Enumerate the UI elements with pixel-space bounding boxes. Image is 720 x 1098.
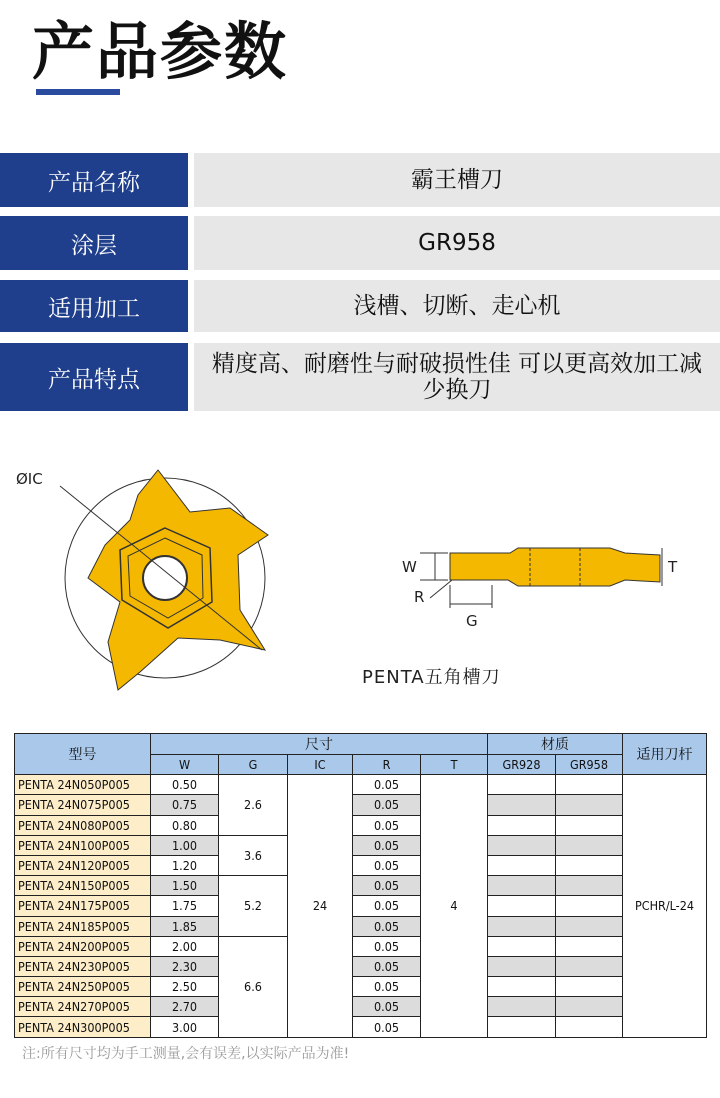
table-row — [15, 855, 707, 875]
model-cell: PENTA 24N200P005 — [15, 936, 151, 956]
model-cell: PENTA 24N270P005 — [15, 997, 151, 1017]
ic-label: ØIC — [16, 470, 43, 488]
table-row — [15, 916, 707, 936]
gr928-cell — [488, 956, 556, 976]
g-cell: 3.6 — [219, 835, 288, 875]
model-cell: PENTA 24N175P005 — [15, 896, 151, 916]
model-cell: PENTA 24N075P005 — [15, 795, 151, 815]
info-row-features — [0, 343, 720, 411]
r-cell: 0.05 — [353, 916, 421, 936]
gr928-cell — [488, 916, 556, 936]
gr928-cell — [488, 1017, 556, 1037]
table-row — [15, 956, 707, 976]
info-label: 适用加工 — [0, 280, 188, 332]
g-cell: 2.6 — [219, 775, 288, 836]
r-cell: 0.05 — [353, 876, 421, 896]
info-row-coating — [0, 216, 720, 270]
header-g: G — [219, 755, 288, 775]
model-cell: PENTA 24N100P005 — [15, 835, 151, 855]
gr958-cell — [556, 916, 623, 936]
info-label: 产品名称 — [0, 153, 188, 207]
header-material: 材质 — [488, 734, 623, 755]
gr928-cell — [488, 896, 556, 916]
r-label: R — [414, 588, 425, 606]
w-cell: 0.80 — [151, 815, 219, 835]
gr928-cell — [488, 815, 556, 835]
w-label: W — [402, 558, 417, 576]
gr958-cell — [556, 977, 623, 997]
t-cell: 4 — [421, 775, 488, 1037]
gr958-cell — [556, 876, 623, 896]
r-cell: 0.05 — [353, 1017, 421, 1037]
gr928-cell — [488, 997, 556, 1017]
model-cell: PENTA 24N120P005 — [15, 855, 151, 875]
info-value: 精度高、耐磨性与耐破损性佳 可以更高效加工减少换刀 — [194, 343, 720, 411]
g-cell: 6.6 — [219, 936, 288, 1037]
gr928-cell — [488, 835, 556, 855]
model-cell: PENTA 24N230P005 — [15, 956, 151, 976]
footnote: 注:所有尺寸均为手工测量,会有误差,以实际产品为准! — [22, 1046, 350, 1062]
gr958-cell — [556, 775, 623, 795]
info-value: GR958 — [194, 216, 720, 270]
diagram-caption: PENTA五角槽刀 — [362, 667, 501, 688]
gr958-cell — [556, 936, 623, 956]
insert-diagram — [0, 440, 720, 710]
table-row — [15, 795, 707, 815]
r-cell: 0.05 — [353, 936, 421, 956]
w-cell: 1.00 — [151, 835, 219, 855]
gr928-cell — [488, 977, 556, 997]
table-row — [15, 936, 707, 956]
gr958-cell — [556, 815, 623, 835]
info-label: 产品特点 — [0, 343, 188, 411]
w-cell: 3.00 — [151, 1017, 219, 1037]
gr958-cell — [556, 896, 623, 916]
page-title: 产品参数 — [32, 15, 289, 88]
model-cell: PENTA 24N250P005 — [15, 977, 151, 997]
header-holder: 适用刀杆 — [623, 734, 707, 775]
table-row — [15, 775, 707, 795]
info-label: 涂层 — [0, 216, 188, 270]
r-cell: 0.05 — [353, 896, 421, 916]
r-cell: 0.05 — [353, 815, 421, 835]
header-ic: IC — [288, 755, 353, 775]
model-cell: PENTA 24N300P005 — [15, 1017, 151, 1037]
info-row-name — [0, 153, 720, 207]
table-row — [15, 835, 707, 855]
table-row — [15, 997, 707, 1017]
gr928-cell — [488, 855, 556, 875]
table-row — [15, 977, 707, 997]
header-w: W — [151, 755, 219, 775]
w-cell: 1.85 — [151, 916, 219, 936]
model-cell: PENTA 24N150P005 — [15, 876, 151, 896]
w-cell: 2.00 — [151, 936, 219, 956]
t-label: T — [668, 558, 678, 576]
info-value: 霸王槽刀 — [194, 153, 720, 207]
gr928-cell — [488, 795, 556, 815]
w-cell: 1.75 — [151, 896, 219, 916]
holder-cell: PCHR/L-24 — [623, 775, 707, 1037]
info-row-application — [0, 280, 720, 332]
header-model: 型号 — [15, 734, 151, 775]
gr928-cell — [488, 876, 556, 896]
info-value: 浅槽、切断、走心机 — [194, 280, 720, 332]
gr958-cell — [556, 997, 623, 1017]
model-cell: PENTA 24N080P005 — [15, 815, 151, 835]
table-row — [15, 1017, 707, 1037]
header-gr958: GR958 — [556, 755, 623, 775]
header-gr928: GR928 — [488, 755, 556, 775]
g-cell: 5.2 — [219, 876, 288, 937]
w-cell: 1.20 — [151, 855, 219, 875]
r-cell: 0.05 — [353, 977, 421, 997]
header-r: R — [353, 755, 421, 775]
w-cell: 0.75 — [151, 795, 219, 815]
gr958-cell — [556, 795, 623, 815]
w-cell: 0.50 — [151, 775, 219, 795]
r-cell: 0.05 — [353, 835, 421, 855]
r-cell: 0.05 — [353, 775, 421, 795]
w-cell: 2.30 — [151, 956, 219, 976]
table-row — [15, 815, 707, 835]
r-cell: 0.05 — [353, 795, 421, 815]
w-cell: 2.50 — [151, 977, 219, 997]
gr958-cell — [556, 855, 623, 875]
table-row — [15, 876, 707, 896]
gr958-cell — [556, 835, 623, 855]
model-cell: PENTA 24N050P005 — [15, 775, 151, 795]
gr958-cell — [556, 1017, 623, 1037]
ic-cell: 24 — [288, 775, 353, 1037]
gr928-cell — [488, 936, 556, 956]
w-cell: 2.70 — [151, 997, 219, 1017]
table-row — [15, 896, 707, 916]
header-t: T — [421, 755, 488, 775]
r-cell: 0.05 — [353, 956, 421, 976]
g-label: G — [466, 612, 478, 630]
side-view-insert — [450, 548, 660, 586]
r-cell: 0.05 — [353, 997, 421, 1017]
header-dims: 尺寸 — [151, 734, 488, 755]
gr958-cell — [556, 956, 623, 976]
title-underline — [36, 89, 120, 95]
model-cell: PENTA 24N185P005 — [15, 916, 151, 936]
gr928-cell — [488, 775, 556, 795]
w-cell: 1.50 — [151, 876, 219, 896]
spec-table — [14, 733, 707, 1038]
r-cell: 0.05 — [353, 855, 421, 875]
